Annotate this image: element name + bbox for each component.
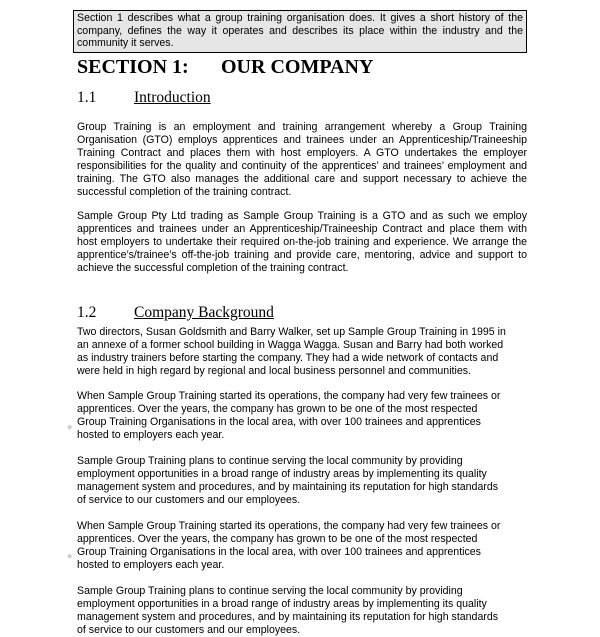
heading-number: 1.1	[77, 89, 97, 106]
heading-company-background	[77, 304, 274, 322]
paragraph: Sample Group Training plans to continue serving the local community by providing employment opportunities in a broad range of industry areas by implementing its quality management system and procedures, and by maintaining its reputation for high standards of service to our customers and our employees.	[77, 455, 499, 506]
paragraph: When Sample Group Training started its operations, the company had very few trainees or apprentices. Over the years, the company has grown to be one of the most respected Group Training Organisations in the local area, with over 100 trainees and apprentices hosted to employers each year.	[77, 390, 501, 441]
paragraph: Two directors, Susan Goldsmith and Barry Walker, set up Sample Group Training in 1995 in an annexe of a former school building in Wagga Wagga. Susan and Barry had both worked as industry trainers before starting the company. They had a wide network of contacts and were held in high regard by regional and local business personnel and communities.	[77, 326, 506, 377]
section-title	[77, 55, 373, 79]
paragraph: Sample Group Pty Ltd trading as Sample Group Training is a GTO and as such we employ apprentices and trainees under an Apprenticeship/Traineeship Contract and place them with host employers to undertake their required on-the-job training and experience. We arrange the apprentice’s/trainee’s off-the-job training and provide care, mentoring, advice and support to achieve the successful completion of the training contract.	[77, 210, 527, 274]
paragraph: When Sample Group Training started its operations, the company had very few trainees or apprentices. Over the years, the company has grown to be one of the most respected Group Training Organisations in the local area, with over 100 trainees and apprentices hosted to employers each year.	[77, 520, 501, 571]
section-note-box: Section 1 describes what a group training organisation does. It gives a short history of the company, defines the way it operates and describes its place within the industry and the community it serves.	[73, 10, 527, 53]
paragraph: Group Training is an employment and training arrangement whereby a Group Training Organisation (GTO) employs apprentices and trainees under an Apprenticeship/Traineeship Training Contract and places them with host employers. A GTO undertakes the employer responsibilities for the quality and continuity of the apprentices’ and trainees’ employment and training. The GTO also manages the additional care and support necessary to achieve the successful completion of the training contract.	[77, 121, 527, 198]
paragraph-marker-icon: ◆	[67, 424, 73, 431]
heading-introduction	[77, 89, 211, 107]
heading-text: Introduction	[134, 89, 211, 106]
section-heading-text: OUR COMPANY	[221, 56, 374, 78]
paragraph-marker-icon: ◆	[67, 553, 73, 560]
heading-text: Company Background	[134, 304, 274, 321]
heading-number: 1.2	[77, 304, 97, 321]
paragraph: Sample Group Training plans to continue serving the local community by providing employment opportunities in a broad range of industry areas by implementing its quality management system and procedures, and by maintaining its reputation for high standards of service to our customers and our employees.	[77, 585, 499, 636]
section-number: SECTION 1:	[77, 56, 189, 78]
